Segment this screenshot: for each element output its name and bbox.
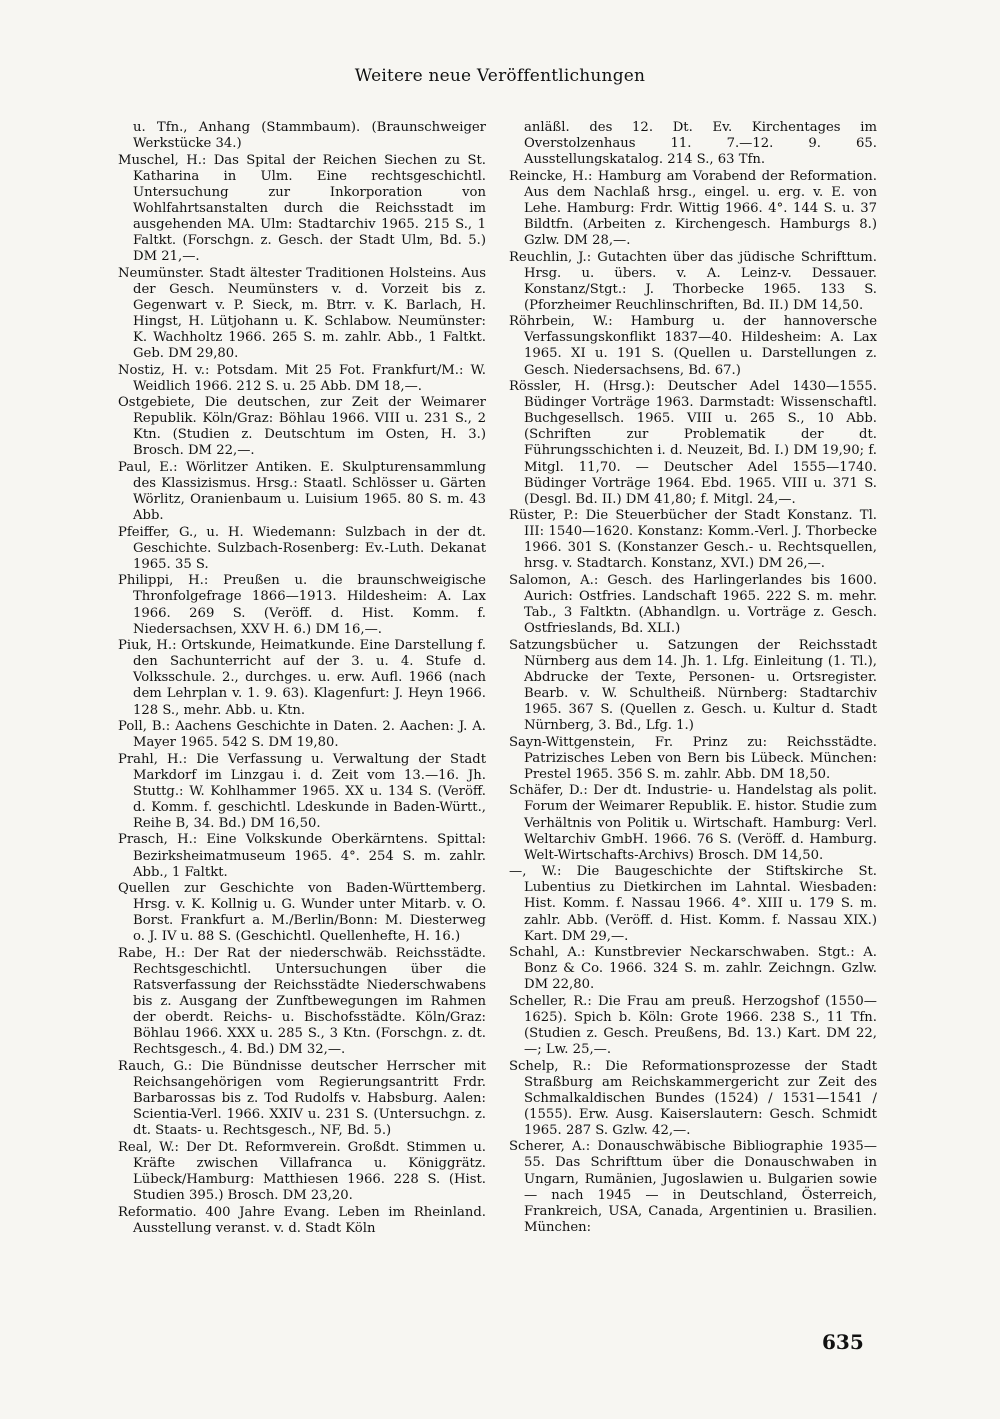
bibliography-entry: u. Tfn., Anhang (Stammbaum). (Braunschweiger Werkstücke 34.) <box>133 120 486 152</box>
bibliography-entry: Rüster, P.: Die Steuerbücher der Stadt Konstanz. Tl. III: 1540—1620. Konstanz: Komm.-Verl. J. Thorbecke 1966. 301 S. (Konstanzer Gesch.- u. Rechtsquellen, hrsg. v. Stadtarch. Konstanz, XVI.) DM 26,—. <box>509 508 877 572</box>
bibliography-entry: Reincke, H.: Hamburg am Vorabend der Reformation. Aus dem Nachlaß hrsg., eingel. u. erg. v. E. von Lehe. Hamburg: Frdr. Wittig 1966. 4°. 144 S. u. 37 Bildtfn. (Arbeiten z. Kirchengesch. Hamburgs 8.) Gzlw. DM 28,—. <box>509 168 877 249</box>
bibliography-entry: Philippi, H.: Preußen u. die braunschweigische Thronfolgefrage 1866—1913. Hildesheim: A. Lax 1966. 269 S. (Veröff. d. Hist. Komm. f. Niedersachsen, XXV H. 6.) DM 16,—. <box>118 573 486 637</box>
bibliography-entry: Röhrbein, W.: Hamburg u. der hannoversche Verfassungskonflikt 1837—40. Hildesheim: A. Lax 1965. XI u. 191 S. (Quellen u. Darstellungen z. Gesch. Niedersachsens, Bd. 67.) <box>509 314 877 378</box>
bibliography-entry: Schelp, R.: Die Reformationsprozesse der Stadt Straßburg am Reichskammergericht zur Zeit des Schmalkaldischen Bundes (1524) / 1531—1541 / (1555). Erw. Ausg. Kaiserslautern: Gesch. Schmidt 1965. 287 S. Gzlw. 42,—. <box>509 1058 877 1138</box>
bibliography-entry: Piuk, H.: Ortskunde, Heimatkunde. Eine Darstellung f. den Sachunterricht auf der 3. u. 4. Stufe d. Volksschule. 2., durchges. u. erw. Aufl. 1966 (nach dem Lehrplan v. 1. 9. 63). Klagenfurt: J. Heyn 1966. 128 S., mehr. Abb. u. Ktn. <box>118 638 486 718</box>
bibliography-entry: Reuchlin, J.: Gutachten über das jüdische Schrifttum. Hrsg. u. übers. v. A. Leinz-v. Dessauer. Konstanz/Stgt.: J. Thorbecke 1965. 133 S. (Pforzheimer Reuchlinschriften, Bd. II.) DM 14,50. <box>509 249 877 313</box>
bibliography-entry: Salomon, A.: Gesch. des Harlingerlandes bis 1600. Aurich: Ostfries. Landschaft 1965. 222 S. m. mehr. Tab., 3 Faltktn. (Abhandlgn. u. Vorträge z. Gesch. Ostfrieslands, Bd. XLI.) <box>509 572 877 637</box>
bibliography-entry: Paul, E.: Wörlitzer Antiken. E. Skulpturensammlung des Klassizismus. Hrsg.: Staatl. Schlösser u. Gärten Wörlitz, Oranienbaum u. Luisium 1965. 80 S. m. 43 Abb. <box>118 459 486 524</box>
left-column <box>118 120 486 1237</box>
bibliography-entry: Scheller, R.: Die Frau am preuß. Herzogshof (1550—1625). Spich b. Köln: Grote 1966. 238 S., 11 Tfn. (Studien z. Gesch. Preußens, Bd. 13.) Kart. DM 22,—; Lw. 25,—. <box>509 993 877 1058</box>
right-column <box>509 120 877 1236</box>
bibliography-entry: Sayn-Wittgenstein, Fr. Prinz zu: Reichsstädte. Patrizisches Leben von Bern bis Lübeck. München: Prestel 1965. 356 S. m. zahlr. Abb. DM 18,50. <box>509 734 877 782</box>
bibliography-entry: anläßl. des 12. Dt. Ev. Kirchentages im Overstolzenhaus 11. 7.—12. 9. 65. Ausstellungskatalog. 214 S., 63 Tfn. <box>524 120 877 168</box>
bibliography-entry: Ostgebiete, Die deutschen, zur Zeit der Weimarer Republik. Köln/Graz: Böhlau 1966. VIII u. 231 S., 2 Ktn. (Studien z. Deutschtum im Osten, H. 3.) Brosch. DM 22,—. <box>118 395 486 459</box>
bibliography-entry: Schäfer, D.: Der dt. Industrie- u. Handelstag als polit. Forum der Weimarer Republik. E. histor. Studie zum Verhältnis von Politik u. Wirtschaft. Hamburg: Verl. Weltarchiv GmbH. 1966. 76 S. (Veröff. d. Hamburg. Welt-Wirtschafts-Archivs) Brosch. DM 14,50. <box>509 783 877 863</box>
bibliography-entry: Nostiz, H. v.: Potsdam. Mit 25 Fot. Frankfurt/M.: W. Weidlich 1966. 212 S. u. 25 Abb. DM 18,—. <box>118 362 486 394</box>
bibliography-entry: Rössler, H. (Hrsg.): Deutscher Adel 1430—1555. Büdinger Vorträge 1963. Darmstadt: Wissenschaftl. Buchgesellsch. 1965. VIII u. 265 S., 10 Abb. (Schriften zur Problematik der dt. Führungsschichten i. d. Neuzeit, Bd. I.) DM 19,90; f. Mitgl. 11,70. — Deutscher Adel 1555—1740. Büdinger Vorträge 1964. Ebd. 1965. VIII u. 371 S. (Desgl. Bd. II.) DM 41,80; f. Mitgl. 24,—. <box>509 379 877 507</box>
bibliography-entry: Satzungsbücher u. Satzungen der Reichsstadt Nürnberg aus dem 14. Jh. 1. Lfg. Einleitung (1. Tl.), Abdrucke der Texte, Personen- u. Ortsregister. Bearb. v. W. Schultheiß. Nürnberg: Stadtarchiv 1965. 367 S. (Quellen z. Gesch. u. Kultur d. Stadt Nürnberg, 3. Bd., Lfg. 1.) <box>509 637 877 734</box>
bibliography-entry: Muschel, H.: Das Spital der Reichen Siechen zu St. Katharina in Ulm. Eine rechtsgeschichtl. Untersuchung zur Inkorporation von Wohlfahrtsanstalten durch die Reichsstadt im ausgehenden MA. Ulm: Stadtarchiv 1965. 215 S., 1 Faltkt. (Forschgn. z. Gesch. der Stadt Ulm, Bd. 5.) DM 21,—. <box>118 152 486 265</box>
bibliography-entry: Pfeiffer, G., u. H. Wiedemann: Sulzbach in der dt. Geschichte. Sulzbach-Rosenberg: Ev.-Luth. Dekanat 1965. 35 S. <box>118 524 486 572</box>
page-title: Weitere neue Veröffentlichungen <box>354 66 646 86</box>
bibliography-entry: Poll, B.: Aachens Geschichte in Daten. 2. Aachen: J. A. Mayer 1965. 542 S. DM 19,80. <box>118 718 486 751</box>
bibliography-entry: Reformatio. 400 Jahre Evang. Leben im Rheinland. Ausstellung veranst. v. d. Stadt Köln <box>118 1204 486 1236</box>
bibliography-entry: Quellen zur Geschichte von Baden-Württemberg. Hrsg. v. K. Kollnig u. G. Wunder unter Mitarb. v. O. Borst. Frankfurt a. M./Berlin/Bonn: M. Diesterweg o. J. IV u. 88 S. (Geschichtl. Quellenhefte, H. 16.) <box>118 881 486 945</box>
bibliography-entry: —, W.: Die Baugeschichte der Stiftskirche St. Lubentius zu Dietkirchen im Lahntal. Wiesbaden: Hist. Komm. f. Nassau 1966. 4°. XIII u. 179 S. m. zahlr. Abb. (Veröff. d. Hist. Komm. f. Nassau XIX.) Kart. DM 29,—. <box>509 864 877 944</box>
bibliography-entry: Schahl, A.: Kunstbrevier Neckarschwaben. Stgt.: A. Bonz & Co. 1966. 324 S. m. zahlr. Zeichngn. Gzlw. DM 22,80. <box>509 945 877 993</box>
bibliography-entry: Prahl, H.: Die Verfassung u. Verwaltung der Stadt Markdorf im Linzgau i. d. Zeit vom 13.—16. Jh. Stuttg.: W. Kohlhammer 1965. XX u. 134 S. (Veröff. d. Komm. f. geschichtl. Ldeskunde in Baden-Württ., Reihe B, 34. Bd.) DM 16,50. <box>118 751 486 831</box>
bibliography-entry: Prasch, H.: Eine Volkskunde Oberkärntens. Spittal: Bezirksheimatmuseum 1965. 4°. 254 S. m. zahlr. Abb., 1 Faltkt. <box>118 832 486 880</box>
bibliography-entry: Neumünster. Stadt ältester Traditionen Holsteins. Aus der Gesch. Neumünsters v. d. Vorzeit bis z. Gegenwart v. P. Sieck, m. Btrr. v. K. Barlach, H. Hingst, H. Lütjohann u. K. Schlabow. Neumünster: K. Wachholtz 1966. 265 S. m. zahlr. Abb., 1 Faltkt. Geb. DM 29,80. <box>118 265 486 362</box>
bibliography-entry: Scherer, A.: Donauschwäbische Bibliographie 1935—55. Das Schrifttum über die Donauschwaben in Ungarn, Rumänien, Jugoslawien u. Bulgarien sowie — nach 1945 — in Deutschland, Österreich, Frankreich, USA, Canada, Argentinien u. Brasilien. München: <box>509 1139 877 1235</box>
bibliography-entry: Rabe, H.: Der Rat der niederschwäb. Reichsstädte. Rechtsgeschichtl. Untersuchungen über die Ratsverfassung der Reichsstädte Niederschwabens bis z. Ausgang der Zunftbewegungen im Rahmen der oberdt. Reichs- u. Bischofsstädte. Köln/Graz: Böhlau 1966. XXX u. 285 S., 3 Ktn. (Forschgn. z. dt. Rechtsgesch., 4. Bd.) DM 32,—. <box>118 945 486 1058</box>
bibliography-entry: Real, W.: Der Dt. Reformverein. Großdt. Stimmen u. Kräfte zwischen Villafranca u. Königgrätz. Lübeck/Hamburg: Matthiesen 1966. 228 S. (Hist. Studien 395.) Brosch. DM 23,20. <box>118 1139 486 1204</box>
bibliography-entry: Rauch, G.: Die Bündnisse deutscher Herrscher mit Reichsangehörigen vom Regierungsantritt Frdr. Barbarossas bis z. Tod Rudolfs v. Habsburg. Aalen: Scientia-Verl. 1966. XXIV u. 231 S. (Untersuchgn. z. dt. Staats- u. Rechtsgesch., NF, Bd. 5.) <box>118 1058 486 1139</box>
page-number: 635 <box>822 1330 864 1354</box>
